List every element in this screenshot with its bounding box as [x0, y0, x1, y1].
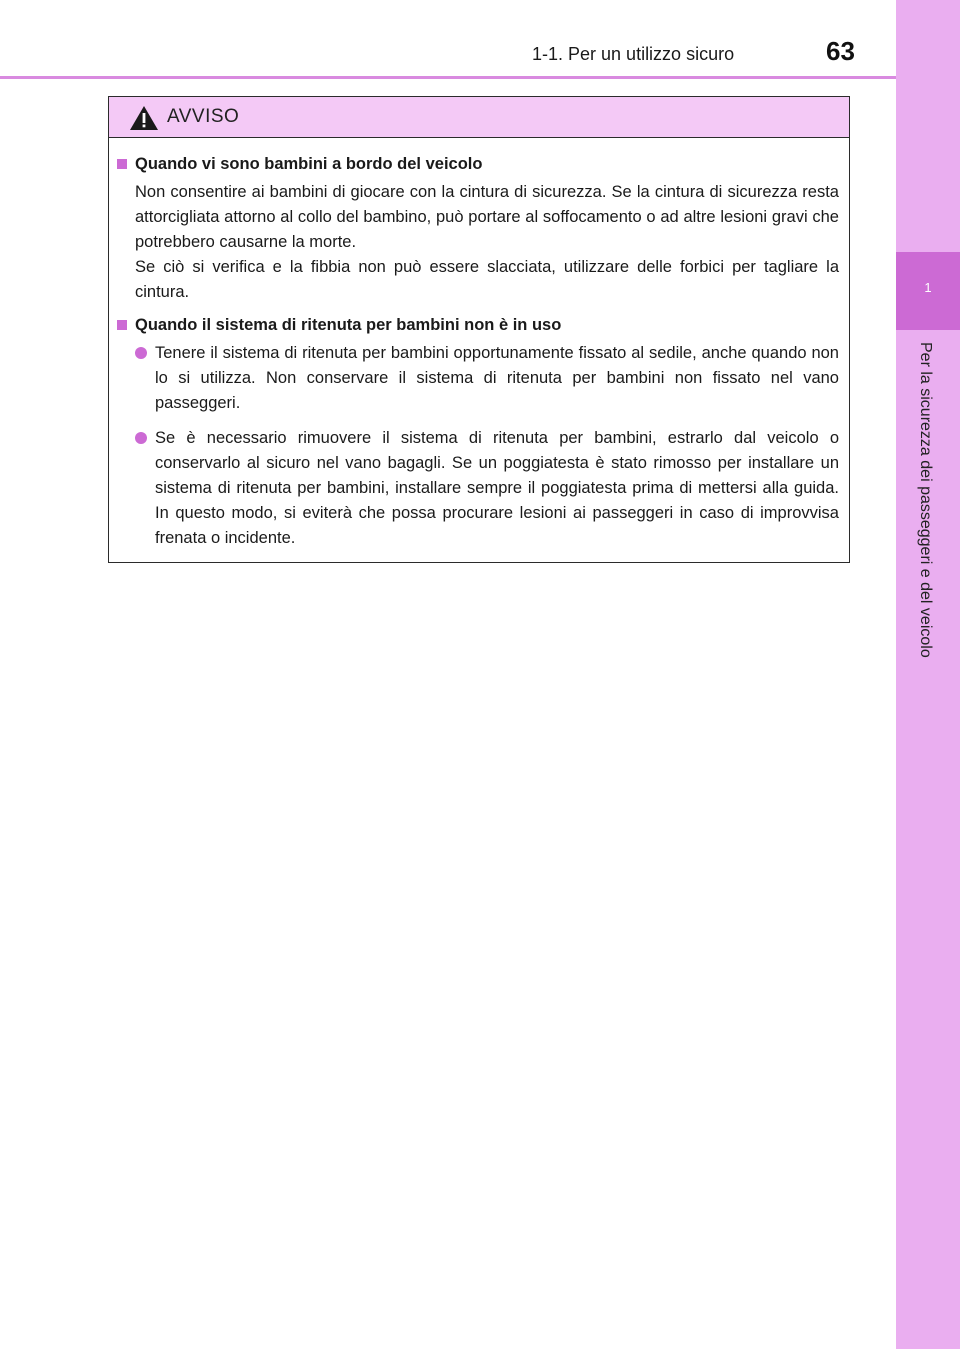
paragraph: Non consentire ai bambini di giocare con la cintura di sicurezza. Se la cintura di sicurezza resta attorcigliata attorno al collo del bambino, può portare al soffocamento o ad altre lesioni gravi che potrebbero causarne la morte. — [135, 183, 839, 251]
section-heading — [117, 152, 839, 177]
page-number: 63 — [826, 36, 855, 66]
header-rule — [0, 76, 896, 79]
chapter-number: 1 — [924, 280, 932, 295]
dot-bullet-icon — [135, 347, 147, 359]
list-item-text: Se è necessario rimuovere il sistema di ritenuta per bambini, estrarlo dal veicolo o conservarlo al sicuro nel vano bagagli. Se un poggiatesta è stato rimosso per installare un sistema di ritenuta per bambini, installare sempre il poggiatesta prima di mettersi alla guida. In questo modo, si eviterà che possa procurare lesioni ai passeggeri in caso di improvvisa frenata o incidente. — [155, 429, 839, 547]
section-children-on-board — [117, 152, 839, 305]
list-item-text: Tenere il sistema di ritenuta per bambini opportunamente fissato al sedile, anche quando non lo si utilizza. Non conservare il sistema di ritenuta per bambini non fissato nel vano passeggeri. — [155, 344, 839, 412]
chapter-title: Per la sicurezza dei passeggeri e del veicolo — [917, 342, 934, 658]
list-item — [117, 341, 839, 416]
warning-triangle-icon — [129, 105, 159, 131]
warning-header — [109, 97, 849, 138]
dot-bullet-icon — [135, 432, 147, 444]
section-child-restraint-not-in-use — [117, 313, 839, 551]
warning-body — [109, 138, 849, 551]
square-bullet-icon — [117, 320, 127, 330]
warning-box — [108, 96, 850, 563]
section-heading-text: Quando il sistema di ritenuta per bambini non è in uso — [135, 316, 562, 334]
section-heading-text: Quando vi sono bambini a bordo del veicolo — [135, 155, 483, 173]
section-heading — [117, 313, 839, 338]
list-item — [117, 426, 839, 551]
paragraph: Se ciò si verifica e la fibbia non può essere slacciata, utilizzare delle forbici per tagliare la cintura. — [135, 258, 839, 301]
section-title: 1-1. Per un utilizzo sicuro — [532, 44, 735, 64]
square-bullet-icon — [117, 159, 127, 169]
warning-title: AVVISO — [167, 106, 240, 127]
